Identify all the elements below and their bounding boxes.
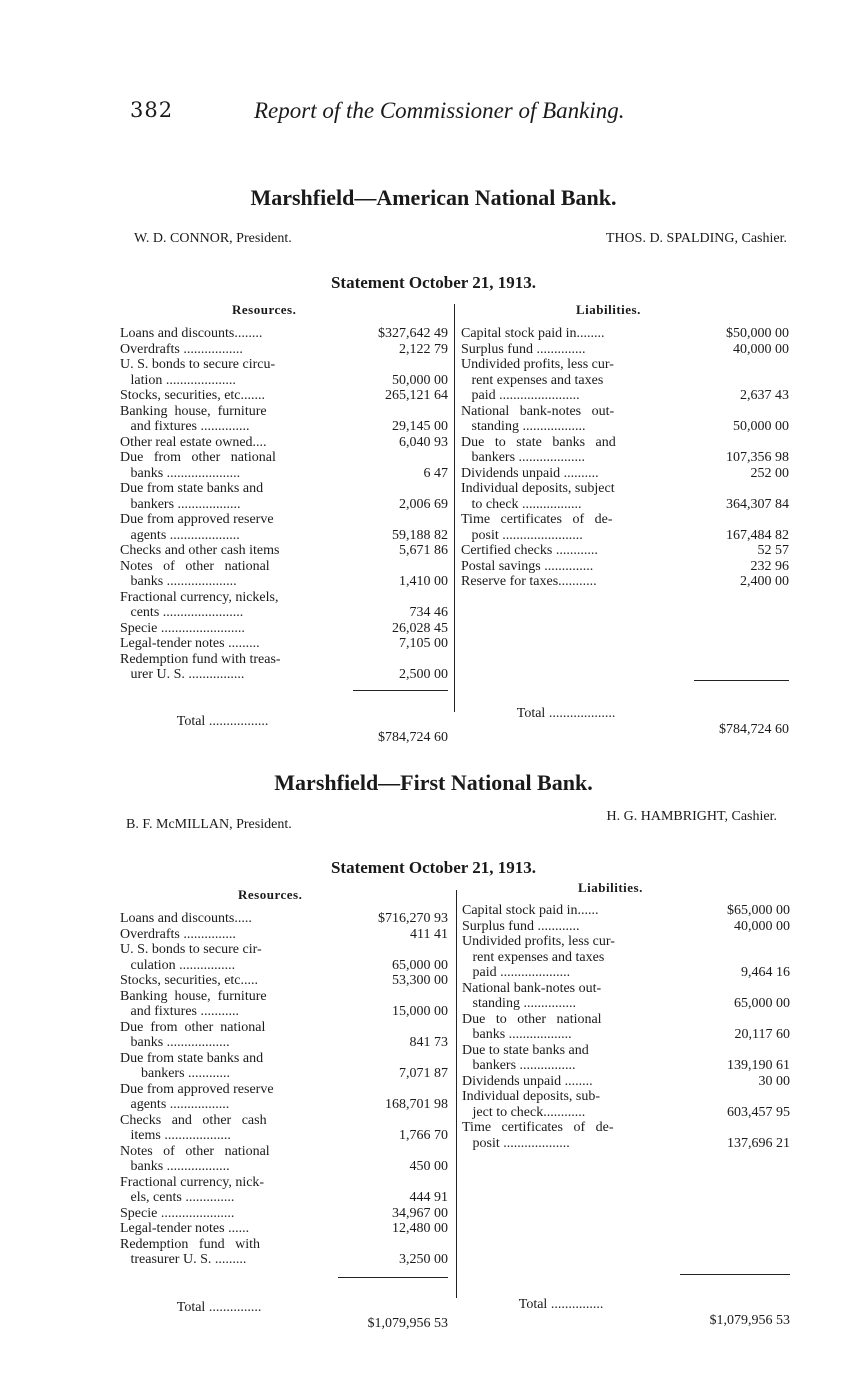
cashier: THOS. D. SPALDING, Cashier. [605, 231, 787, 246]
ledger-amount: $716,270 93 [378, 911, 448, 926]
ledger-label: Due from state banks and [120, 1050, 264, 1066]
resources-heading: Resources. [238, 887, 303, 902]
ledger-amount [694, 435, 789, 451]
ledger-label: Stocks, securities, etc..... [120, 973, 259, 988]
bank-title: Marshfield—First National Bank. [274, 770, 593, 795]
ledger-label: banks .................. [120, 1035, 230, 1050]
ledger-label: urer U. S. ................ [120, 667, 245, 682]
ledger-row [120, 590, 448, 606]
ledger-label: els, cents .............. [120, 1190, 235, 1205]
ledger-row [462, 1058, 790, 1074]
ledger-amount [695, 950, 790, 966]
ledger-amount: 50,000 00 [392, 372, 448, 388]
ledger-row [462, 1043, 790, 1059]
ledger-label: Certified checks ............ [461, 543, 598, 558]
liabilities-total-row [512, 1281, 790, 1329]
ledger-amount: 26,028 45 [392, 620, 448, 636]
ledger-amount: 2,500 00 [399, 667, 448, 682]
ledger-label: Time certificates of de- [462, 1120, 614, 1135]
ledger-amount [695, 1012, 790, 1028]
ledger-row [120, 574, 448, 590]
ledger-row [462, 950, 790, 966]
ledger-label: paid .................... [462, 965, 571, 980]
ledger-label: rent expenses and taxes [462, 949, 605, 965]
ledger-label: banks .................. [120, 1159, 230, 1174]
ledger-amount [353, 1113, 448, 1129]
ledger-row [462, 934, 790, 950]
ledger-row [120, 357, 448, 373]
column-divider [456, 890, 457, 1298]
ledger-label: and fixtures .............. [120, 419, 250, 434]
statement-date: Statement October 21, 1913. [330, 273, 537, 292]
ledger-label: standing ............... [462, 996, 576, 1011]
resources-total-row [170, 1284, 448, 1332]
ledger-row [120, 958, 448, 974]
ledger-amount: 6 47 [423, 465, 448, 481]
ledger-row [462, 1074, 790, 1090]
ledger-row [120, 388, 448, 404]
ledger-row [120, 1237, 448, 1253]
ledger-amount: 52 57 [757, 543, 789, 558]
ledger-amount: 168,701 98 [385, 1097, 448, 1112]
ledger-row [120, 512, 448, 528]
resources-total: $1,079,956 53 [367, 1316, 448, 1331]
ledger-row [120, 1097, 448, 1113]
ledger-amount: 2,006 69 [399, 496, 448, 512]
liabilities-total: $784,724 60 [719, 722, 789, 737]
ledger-label: Specie ........................ [120, 620, 245, 636]
ledger-amount: 137,696 21 [727, 1135, 790, 1151]
ledger-label: bankers ............ [120, 1066, 231, 1081]
ledger-row [461, 342, 789, 358]
running-head [130, 98, 625, 123]
ledger-amount: 1,766 70 [399, 1128, 448, 1143]
ledger-label: Due to state banks and [462, 1042, 589, 1058]
ledger-amount: 107,356 98 [726, 450, 789, 465]
ledger-row [120, 1035, 448, 1051]
ledger-label: cents ....................... [120, 605, 244, 620]
ledger-amount: 2,637 43 [740, 388, 789, 403]
ledger-row [461, 435, 789, 451]
total-rule [338, 1277, 448, 1278]
ledger-amount [695, 1043, 790, 1059]
ledger-label: posit ....................... [461, 527, 583, 543]
ledger-row [461, 388, 789, 404]
ledger-row [461, 497, 789, 513]
ledger-amount: 40,000 00 [733, 341, 789, 357]
total-label: Total ................. [176, 714, 269, 729]
ledger-row [120, 435, 448, 451]
ledger-label: Surplus fund .............. [461, 341, 586, 357]
bank-title: Marshfield—American National Bank. [250, 185, 617, 210]
ledger-label: agents ................. [120, 1097, 230, 1112]
ledger-label: Undivided profits, less cur- [462, 934, 615, 949]
ledger-row [120, 1113, 448, 1129]
ledger-amount [353, 989, 448, 1005]
ledger-amount: 50,000 00 [733, 419, 789, 434]
ledger-row [462, 965, 790, 981]
ledger-amount [694, 481, 789, 497]
ledger-row [461, 326, 789, 342]
ledger-row [120, 373, 448, 389]
ledger-amount [694, 373, 789, 389]
ledger-amount: 841 73 [409, 1035, 448, 1050]
ledger-amount [695, 1089, 790, 1105]
ledger-row [120, 973, 448, 989]
liabilities-total: $1,079,956 53 [709, 1313, 790, 1328]
ledger-amount: 2,122 79 [399, 341, 448, 357]
ledger-amount: 5,671 86 [399, 543, 448, 558]
ledger-amount [353, 1051, 448, 1067]
ledger-row [120, 605, 448, 621]
ledger-label: Redemption fund with treas- [120, 651, 281, 667]
ledger-amount [353, 357, 448, 373]
ledger-amount [694, 357, 789, 373]
ledger-label: U. S. bonds to secure circu- [120, 357, 276, 372]
ledger-row [120, 911, 448, 927]
ledger-amount: 65,000 00 [392, 957, 448, 973]
resources-heading: Resources. [232, 302, 297, 317]
ledger-row [462, 981, 790, 997]
ledger-row [120, 404, 448, 420]
resources-table [120, 326, 448, 683]
ledger-amount [694, 512, 789, 528]
ledger-amount: 450 00 [409, 1159, 448, 1174]
ledger-label: Checks and other cash [120, 1112, 267, 1128]
ledger-amount: 139,190 61 [727, 1058, 790, 1073]
ledger-label: Specie ..................... [120, 1205, 235, 1221]
ledger-amount: 9,464 16 [741, 965, 790, 980]
ledger-label: Overdrafts ................. [120, 341, 243, 357]
page-number: 382 [130, 98, 174, 122]
ledger-amount: 65,000 00 [734, 996, 790, 1011]
ledger-amount: 734 46 [409, 605, 448, 620]
ledger-row [120, 497, 448, 513]
total-label: Total ............... [518, 1297, 604, 1312]
ledger-label: Due from state banks and [120, 481, 264, 496]
ledger-amount: 29,145 00 [392, 419, 448, 434]
ledger-row [461, 466, 789, 482]
ledger-label: Legal-tender notes ......... [120, 636, 260, 651]
running-title: Report of the Commissioner of Banking. [254, 98, 625, 123]
ledger-amount: 15,000 00 [392, 1004, 448, 1019]
ledger-label: banks .................. [462, 1027, 572, 1042]
ledger-label: to check ................. [461, 496, 582, 512]
ledger-amount [353, 404, 448, 420]
ledger-label: Surplus fund ............ [462, 918, 580, 934]
liabilities-heading: Liabilities. [578, 880, 643, 895]
ledger-label: Redemption fund with [120, 1236, 260, 1252]
ledger-label: Individual deposits, subject [461, 481, 615, 496]
ledger-label: bankers ................ [462, 1058, 576, 1073]
ledger-label: Checks and other cash items [120, 543, 280, 558]
ledger-amount [353, 1082, 448, 1098]
ledger-row [120, 419, 448, 435]
ledger-row [120, 528, 448, 544]
ledger-row [461, 419, 789, 435]
ledger-amount: 30 00 [758, 1073, 790, 1089]
ledger-row [461, 512, 789, 528]
ledger-row [461, 559, 789, 575]
ledger-row [120, 989, 448, 1005]
ledger-label: Undivided profits, less cur- [461, 357, 614, 372]
ledger-label: Capital stock paid in........ [461, 326, 605, 341]
ledger-label: Postal savings .............. [461, 558, 594, 574]
ledger-amount [353, 559, 448, 575]
ledger-row [462, 903, 790, 919]
ledger-amount [353, 481, 448, 497]
ledger-amount: 7,071 87 [399, 1066, 448, 1081]
ledger-label: Loans and discounts..... [120, 911, 252, 926]
ledger-amount: 411 41 [410, 926, 448, 942]
ledger-row [120, 342, 448, 358]
ledger-label: items ................... [120, 1128, 231, 1143]
ledger-label: culation ................ [120, 957, 236, 973]
ledger-row [461, 357, 789, 373]
ledger-amount: 444 91 [409, 1190, 448, 1205]
ledger-row [120, 636, 448, 652]
ledger-amount [353, 652, 448, 668]
ledger-label: Individual deposits, sub- [462, 1089, 601, 1104]
ledger-label: National bank-notes out- [462, 980, 602, 996]
ledger-row [120, 1159, 448, 1175]
resources-total-row [170, 698, 448, 746]
ledger-amount: 34,967 00 [392, 1205, 448, 1221]
ledger-row [120, 1020, 448, 1036]
ledger-label: agents .................... [120, 527, 240, 543]
ledger-label: Fractional currency, nickels, [120, 589, 279, 605]
ledger-amount: 7,105 00 [399, 636, 448, 651]
ledger-row [120, 621, 448, 637]
ledger-row [120, 1144, 448, 1160]
ledger-label: Capital stock paid in...... [462, 903, 599, 918]
ledger-row [120, 1004, 448, 1020]
ledger-row [461, 450, 789, 466]
ledger-label: Due to other national [462, 1011, 602, 1027]
ledger-label: Loans and discounts........ [120, 326, 263, 341]
ledger-label: Legal-tender notes ...... [120, 1221, 250, 1236]
ledger-label: Due from other national [120, 450, 276, 465]
ledger-amount [695, 934, 790, 950]
cashier: H. G. HAMBRIGHT, Cashier. [606, 809, 777, 824]
ledger-amount: 3,250 00 [399, 1252, 448, 1267]
ledger-label: and fixtures ........... [120, 1004, 239, 1019]
ledger-label: standing .................. [461, 419, 586, 434]
ledger-label: Fractional currency, nick- [120, 1174, 265, 1190]
ledger-label: National bank-notes out- [461, 403, 615, 419]
ledger-row [462, 919, 790, 935]
ledger-amount: 12,480 00 [392, 1221, 448, 1236]
ledger-row [120, 1051, 448, 1067]
president: B. F. McMILLAN, President. [126, 817, 292, 832]
ledger-row [120, 481, 448, 497]
ledger-amount [694, 404, 789, 420]
ledger-row [120, 1252, 448, 1268]
ledger-label: Due from approved reserve [120, 1081, 274, 1097]
ledger-label: Banking house, furniture [120, 988, 267, 1004]
ledger-label: Stocks, securities, etc....... [120, 388, 266, 403]
ledger-amount: 1,410 00 [399, 574, 448, 589]
ledger-amount: 603,457 95 [727, 1104, 790, 1120]
ledger-row [120, 942, 448, 958]
ledger-amount: 59,188 82 [392, 527, 448, 543]
ledger-amount: 252 00 [750, 465, 789, 481]
ledger-amount [353, 1237, 448, 1253]
ledger-row [120, 466, 448, 482]
ledger-row [461, 528, 789, 544]
ledger-amount [695, 1120, 790, 1136]
statement-date: Statement October 21, 1913. [330, 858, 537, 877]
ledger-row [462, 1136, 790, 1152]
ledger-row [120, 1128, 448, 1144]
ledger-label: treasurer U. S. ......... [120, 1252, 247, 1267]
ledger-row [120, 1175, 448, 1191]
column-divider [454, 304, 455, 712]
ledger-label: bankers .................. [120, 496, 241, 512]
ledger-row [462, 1120, 790, 1136]
ledger-row [462, 1027, 790, 1043]
president: W. D. CONNOR, President. [134, 231, 292, 246]
ledger-amount: 20,117 60 [734, 1027, 790, 1042]
ledger-label: Notes of other national [120, 558, 270, 574]
resources-total: $784,724 60 [378, 730, 448, 745]
ledger-amount [353, 942, 448, 958]
ledger-row [120, 326, 448, 342]
ledger-row [120, 559, 448, 575]
total-rule [680, 1274, 790, 1275]
ledger-label: Due to state banks and [461, 434, 616, 450]
ledger-amount [695, 981, 790, 997]
ledger-row [120, 1221, 448, 1237]
ledger-label: lation .................... [120, 372, 236, 388]
ledger-label: ject to check............ [462, 1104, 586, 1120]
ledger-label: posit ................... [462, 1135, 570, 1151]
ledger-amount [353, 512, 448, 528]
ledger-label: Other real estate owned.... [120, 434, 267, 450]
ledger-amount [353, 450, 448, 466]
liabilities-total-row [510, 690, 789, 738]
ledger-row [462, 1012, 790, 1028]
ledger-amount: $50,000 00 [726, 326, 789, 341]
ledger-label: Dividends unpaid .......... [461, 465, 599, 481]
ledger-label: Dividends unpaid ........ [462, 1073, 593, 1089]
ledger-label: banks .................... [120, 574, 237, 589]
ledger-amount: 40,000 00 [734, 918, 790, 934]
ledger-label: Due from other national [120, 1019, 266, 1035]
total-rule [353, 690, 448, 691]
ledger-label: rent expenses and taxes [461, 372, 604, 388]
ledger-amount [353, 1144, 448, 1160]
liabilities-heading: Liabilities. [576, 302, 641, 317]
ledger-amount [353, 1175, 448, 1191]
ledger-row [462, 1089, 790, 1105]
ledger-amount: 364,307 84 [726, 496, 789, 512]
ledger-amount: 265,121 64 [385, 388, 448, 403]
ledger-row [461, 481, 789, 497]
ledger-amount: 167,484 82 [726, 527, 789, 543]
ledger-label: paid ....................... [461, 388, 580, 403]
ledger-row [120, 543, 448, 559]
ledger-row [461, 543, 789, 559]
ledger-label: banks ..................... [120, 465, 241, 481]
ledger-row [120, 652, 448, 668]
ledger-label: Overdrafts ............... [120, 926, 236, 942]
liabilities-table [461, 326, 789, 590]
ledger-amount: 232 96 [750, 558, 789, 574]
ledger-label: bankers ................... [461, 450, 586, 465]
ledger-label: Time certificates of de- [461, 512, 613, 527]
ledger-amount [353, 590, 448, 606]
ledger-label: Banking house, furniture [120, 403, 267, 419]
ledger-row [461, 373, 789, 389]
ledger-amount: 6,040 93 [399, 434, 448, 450]
ledger-label: Notes of other national [120, 1143, 270, 1159]
ledger-label: Reserve for taxes........... [461, 574, 597, 589]
ledger-amount [353, 1020, 448, 1036]
ledger-row [120, 1206, 448, 1222]
ledger-row [461, 574, 789, 590]
ledger-row [120, 1066, 448, 1082]
total-label: Total ................... [516, 706, 616, 721]
ledger-row [120, 927, 448, 943]
ledger-row [120, 1190, 448, 1206]
ledger-row [120, 667, 448, 683]
total-label: Total ............... [176, 1300, 262, 1315]
liabilities-table [462, 903, 790, 1151]
ledger-row [120, 1082, 448, 1098]
ledger-amount: 2,400 00 [740, 574, 789, 589]
ledger-amount: 53,300 00 [392, 973, 448, 988]
ledger-row [120, 450, 448, 466]
ledger-row [461, 404, 789, 420]
resources-table [120, 911, 448, 1268]
ledger-label: Due from approved reserve [120, 512, 274, 527]
ledger-row [462, 996, 790, 1012]
ledger-amount: $65,000 00 [727, 903, 790, 918]
ledger-amount: $327,642 49 [378, 326, 448, 341]
total-rule [694, 680, 789, 681]
ledger-row [462, 1105, 790, 1121]
ledger-label: U. S. bonds to secure cir- [120, 942, 262, 957]
